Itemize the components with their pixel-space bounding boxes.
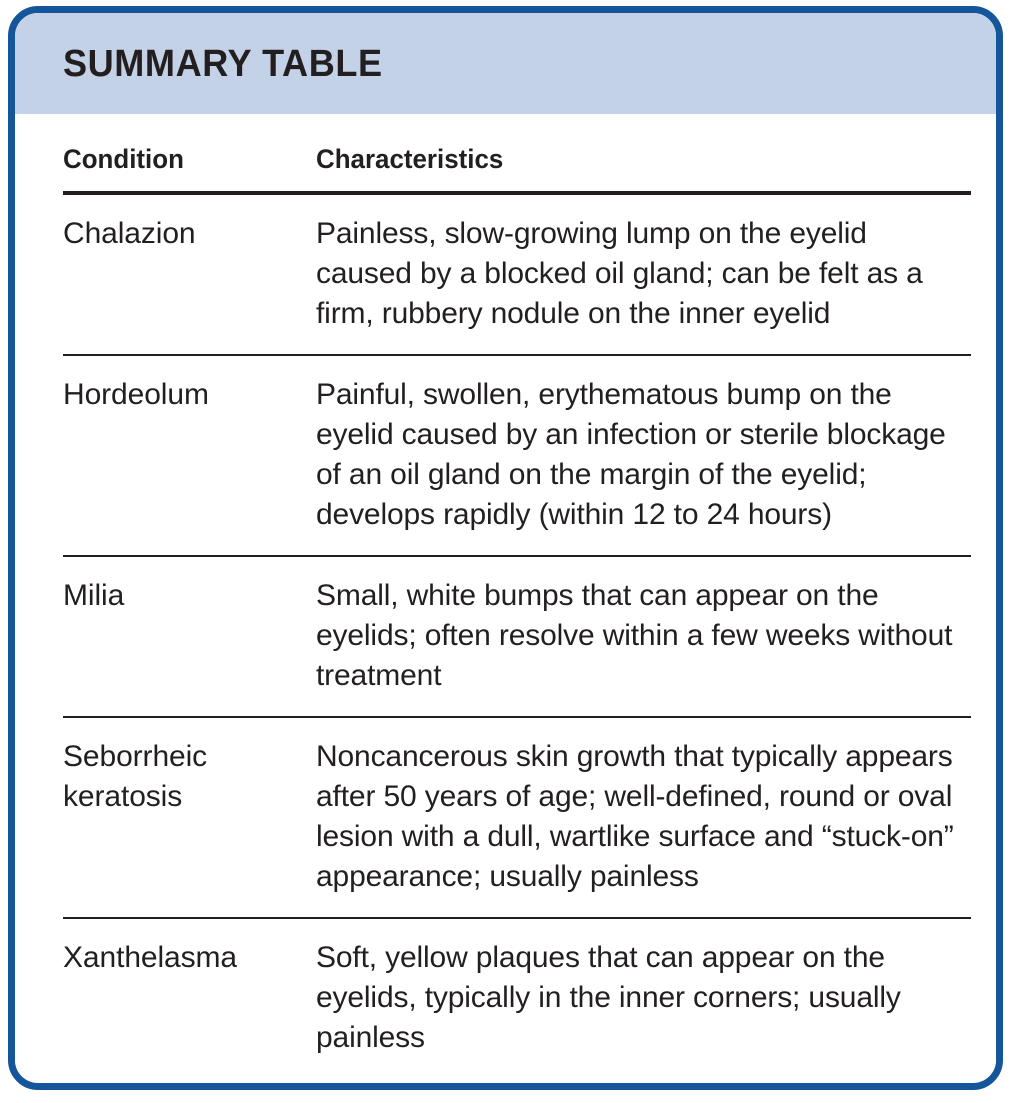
column-header-characteristics: Characteristics xyxy=(316,114,945,193)
characteristics-text: Soft, yellow plaques that can appear on the eyelids, typically in the inner corners; usually painless xyxy=(316,941,901,1054)
cell-characteristics xyxy=(316,918,971,1078)
table-header-row xyxy=(63,114,971,193)
column-header-condition: Condition xyxy=(63,114,306,193)
condition-name: Chalazion xyxy=(63,217,196,250)
condition-name: Seborrheic keratosis xyxy=(63,740,208,813)
characteristics-text: Painful, swollen, erythematous bump on the eyelid caused by an infection or sterile blockage of an oil gland on the margin of the eyelid; develops rapidly (within 12 to 24 hours) xyxy=(316,378,946,531)
table-row xyxy=(63,717,971,918)
cell-condition xyxy=(63,717,316,918)
cell-condition xyxy=(63,355,316,556)
cell-condition xyxy=(63,556,316,717)
summary-table-card xyxy=(8,6,1003,1090)
characteristics-text: Painless, slow-growing lump on the eyelid caused by a blocked oil gland; can be felt as a firm, rubbery nodule on the inner eyelid xyxy=(316,217,923,330)
condition-name: Xanthelasma xyxy=(63,941,238,974)
cell-characteristics xyxy=(316,355,971,556)
cell-characteristics xyxy=(316,193,971,355)
table-container xyxy=(15,114,996,1078)
condition-name: Milia xyxy=(63,579,125,612)
table-row xyxy=(63,355,971,556)
cell-characteristics xyxy=(316,556,971,717)
table-row xyxy=(63,556,971,717)
characteristics-text: Noncancerous skin growth that typically appears after 50 years of age; well-defined, round or oval lesion with a dull, wartlike surface and “stuck-on” appearance; usually painless xyxy=(316,740,954,893)
table-body xyxy=(63,193,971,1078)
table-row xyxy=(63,193,971,355)
cell-characteristics xyxy=(316,717,971,918)
table-row xyxy=(63,918,971,1078)
cell-condition xyxy=(63,193,316,355)
summary-table xyxy=(63,114,971,1078)
condition-name: Hordeolum xyxy=(63,378,209,411)
cell-condition xyxy=(63,918,316,1078)
card-header xyxy=(15,13,996,114)
characteristics-text: Small, white bumps that can appear on the eyelids; often resolve within a few weeks without treatment xyxy=(316,579,953,692)
page-title: SUMMARY TABLE xyxy=(63,42,383,85)
